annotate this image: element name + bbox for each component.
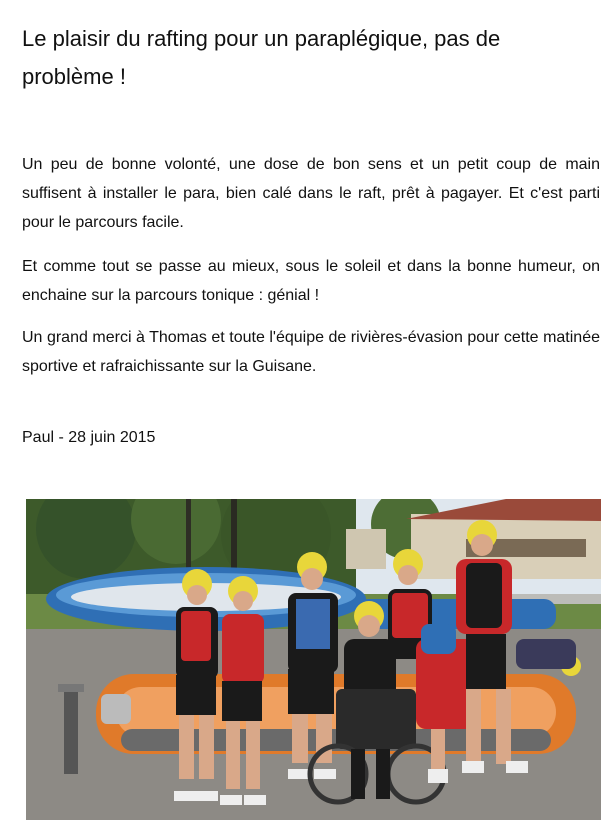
paragraph-3: Un grand merci à Thomas et toute l'équipe de rivières-évasion pour cette matinée sportive et rafraichissante sur la Guisane. — [22, 329, 600, 375]
signature-date: Paul - 28 juin 2015 — [22, 429, 156, 446]
rafting-group-photo — [26, 499, 601, 820]
paragraph-1: Un peu de bonne volonté, une dose de bon sens et un petit coup de main suffisent à installer le para, bien calé dans le raft, prêt à pagayer. Et c'est parti pour le parcours facile. — [22, 156, 600, 231]
paragraph-2: Et comme tout se passe au mieux, sous le soleil et dans la bonne humeur, on enchaine sur la parcours tonique : génial ! — [22, 258, 600, 304]
article-title: Le plaisir du rafting pour un paraplégique, pas de problème ! — [22, 26, 501, 89]
